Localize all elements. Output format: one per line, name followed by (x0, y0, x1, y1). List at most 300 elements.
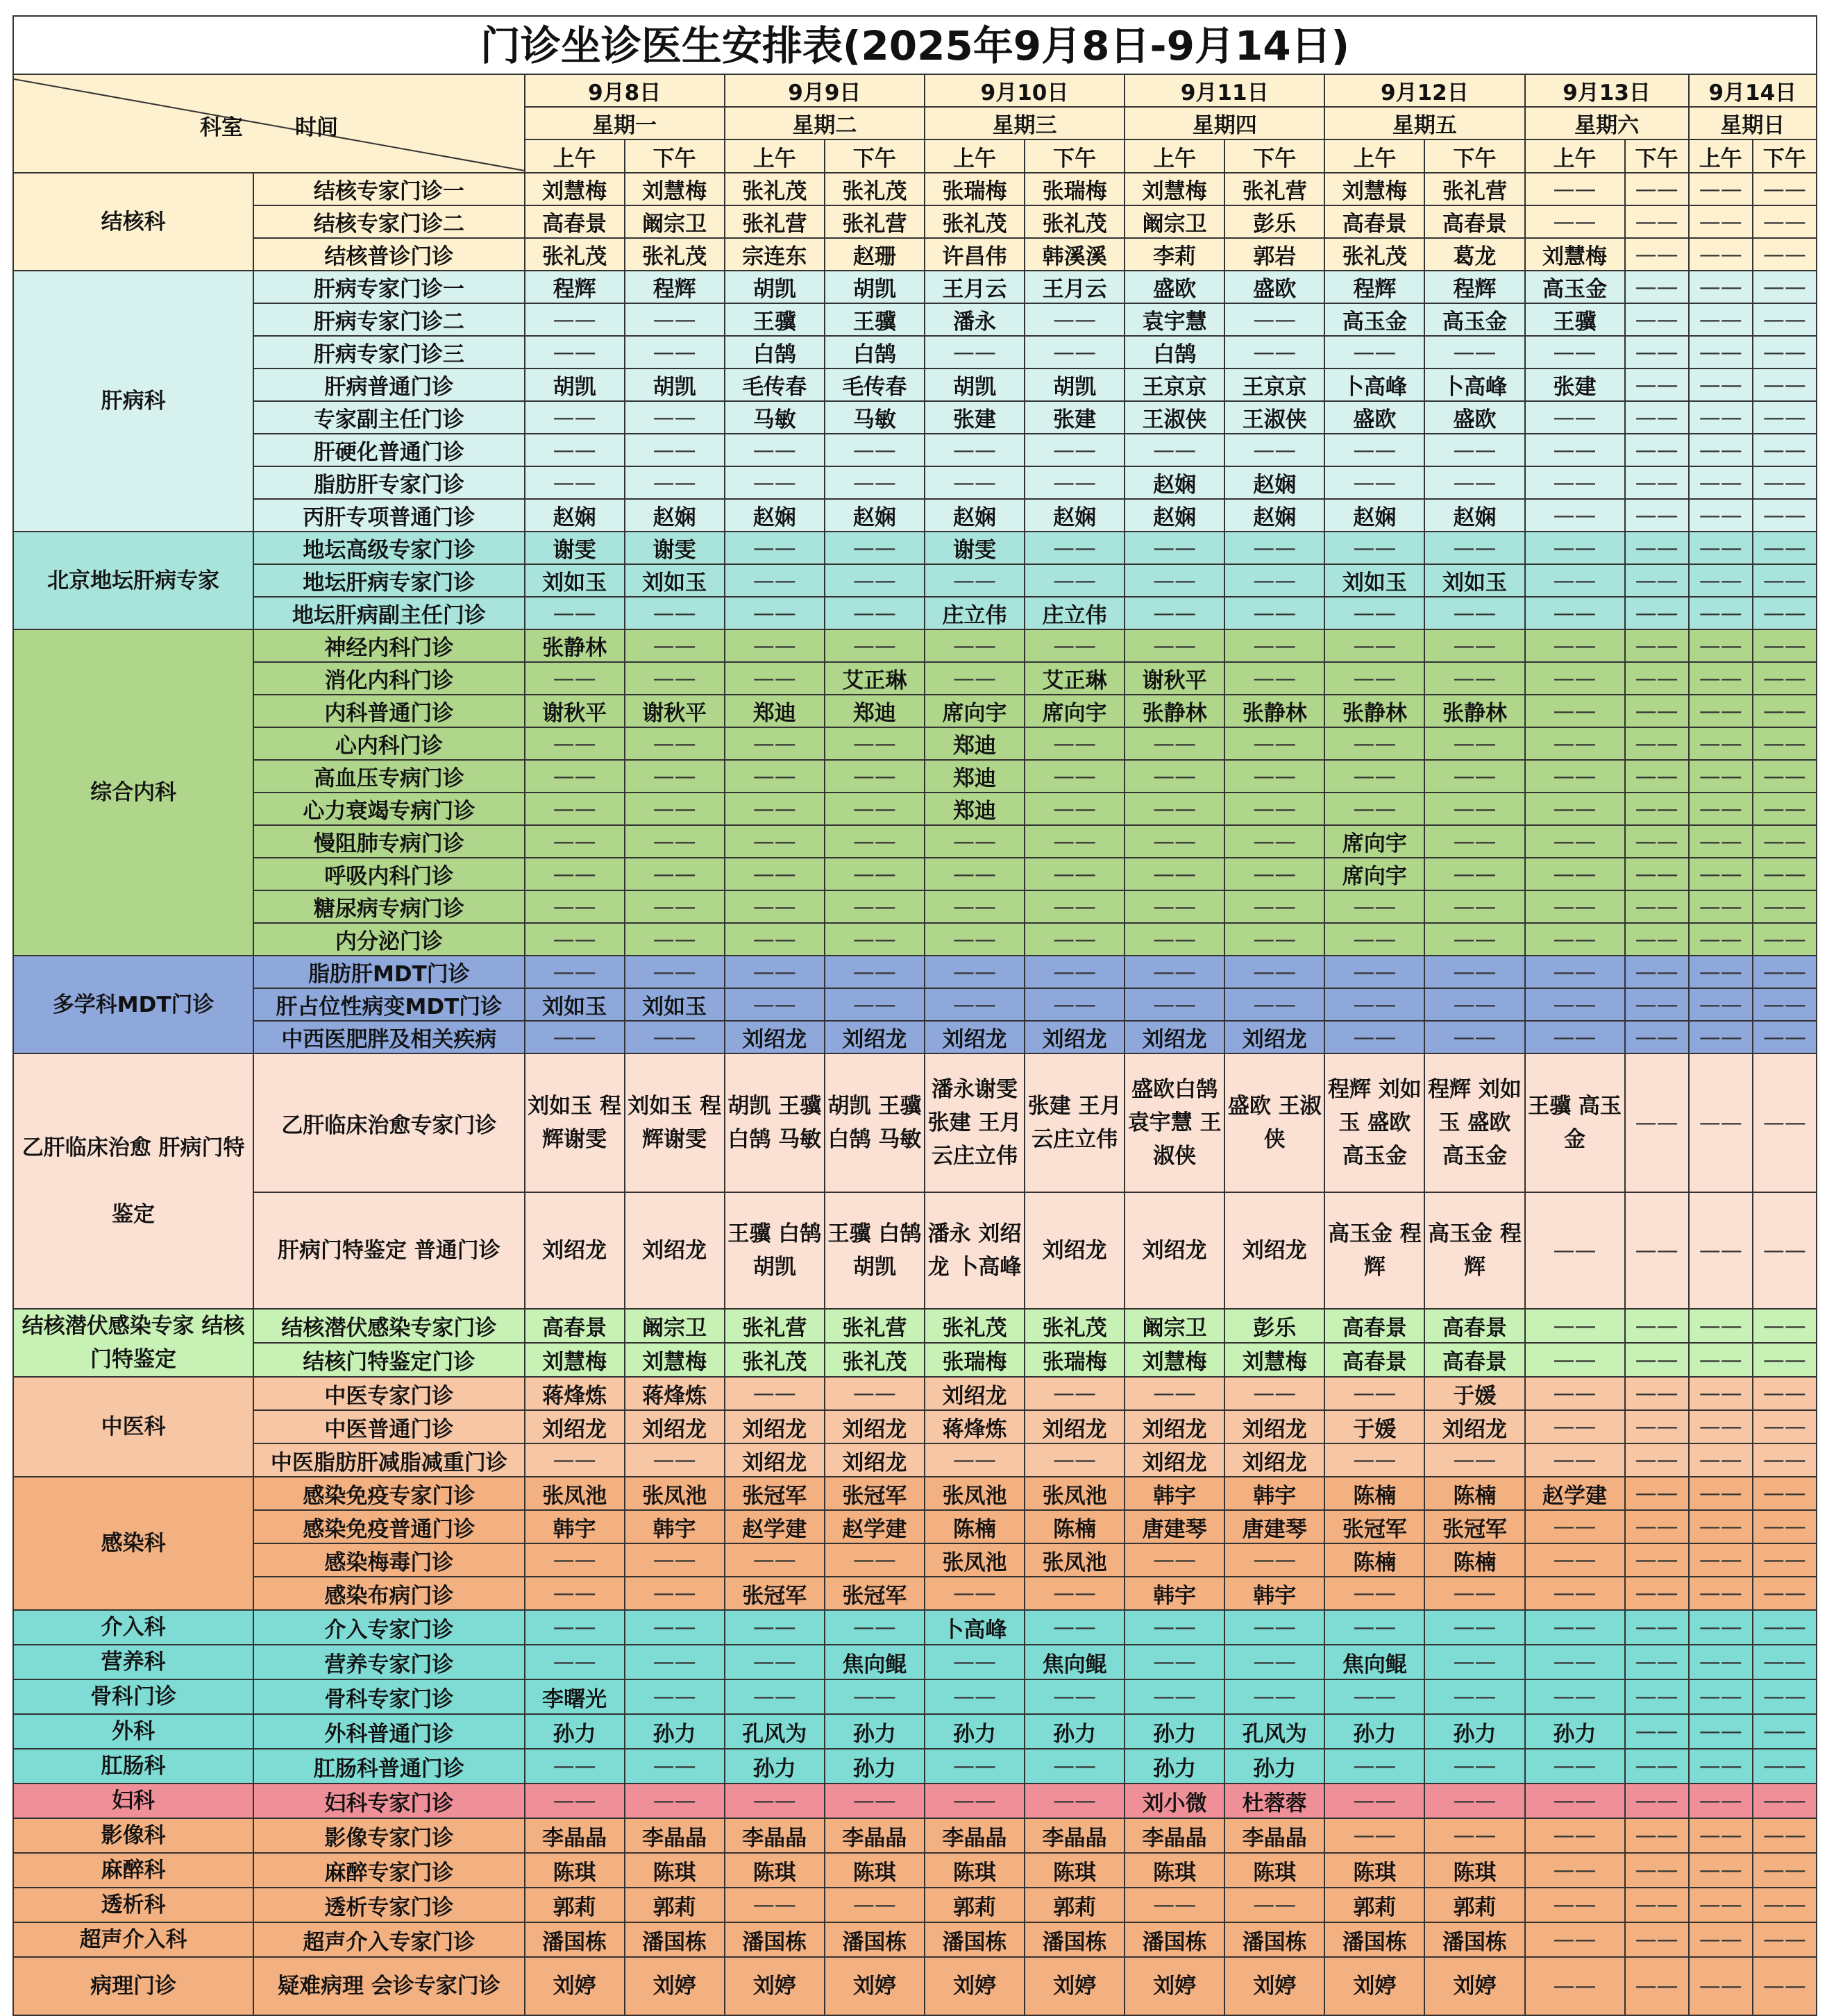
doctor-cell: 刘慧梅 (525, 173, 625, 205)
table-row (13, 532, 1817, 564)
doctor-cell: —— (925, 434, 1025, 466)
doctor-cell: 孙力 (1525, 1714, 1625, 1749)
dept-cell: 骨科门诊 (13, 1679, 253, 1714)
doctor-cell: —— (1324, 760, 1424, 793)
doctor-cell: 高春景 (525, 205, 625, 238)
doctor-cell: 谢雯 (925, 532, 1025, 564)
table-row (13, 1784, 1817, 1818)
doctor-cell: 席向宇 (925, 695, 1025, 727)
doctor-cell: —— (1625, 1510, 1689, 1543)
doctor-cell: 刘绍龙 (1224, 1443, 1324, 1477)
doctor-cell: 谢秋平 (625, 695, 725, 727)
doctor-cell: 刘绍龙 (725, 1021, 825, 1053)
doctor-cell: 刘婷 (1025, 1957, 1125, 2015)
doctor-cell: 孔风为 (1224, 1714, 1324, 1749)
table-row (13, 336, 1817, 369)
doctor-cell: —— (725, 1610, 825, 1645)
doctor-cell: —— (1689, 1749, 1753, 1784)
doctor-cell: —— (1424, 923, 1524, 956)
clinic-cell: 疑难病理 会诊专家门诊 (253, 1957, 524, 2015)
doctor-cell: 彭乐 (1224, 1309, 1324, 1343)
doctor-cell: 于媛 (1424, 1377, 1524, 1410)
doctor-cell: 赵珊 (825, 238, 925, 271)
doctor-cell: —— (625, 336, 725, 369)
doctor-cell: —— (1224, 988, 1324, 1021)
doctor-cell: —— (1224, 1543, 1324, 1577)
doctor-cell: 潘国栋 (625, 1922, 725, 1957)
doctor-cell: 李晶晶 (925, 1818, 1025, 1853)
doctor-cell: 胡凯 王骥 白鹄 马敏 (725, 1053, 825, 1192)
doctor-cell: —— (825, 597, 925, 629)
table-row (13, 1343, 1817, 1377)
doctor-cell: 王骥 白鹄 胡凯 (825, 1192, 925, 1309)
doctor-cell: —— (925, 1784, 1025, 1818)
doctor-cell: —— (1525, 1818, 1625, 1853)
doctor-cell: —— (1324, 1443, 1424, 1477)
doctor-cell: —— (1424, 825, 1524, 858)
doctor-cell: 韩宇 (625, 1510, 725, 1543)
doctor-cell: 刘绍龙 (1224, 1192, 1324, 1309)
clinic-cell: 高血压专病门诊 (253, 760, 524, 793)
table-row (13, 1577, 1817, 1610)
doctor-cell: 白鹄 (1125, 336, 1224, 369)
doctor-cell: —— (1025, 923, 1125, 956)
weekday-header: 星期一 (525, 107, 725, 139)
clinic-cell: 丙肝专项普通门诊 (253, 499, 524, 532)
doctor-cell: 刘慧梅 (1324, 173, 1424, 205)
table-row (13, 923, 1817, 956)
doctor-cell: —— (1224, 825, 1324, 858)
doctor-cell: —— (1525, 793, 1625, 825)
doctor-cell: —— (825, 956, 925, 988)
doctor-cell: —— (1125, 1888, 1224, 1922)
doctor-cell: 潘国栋 (725, 1922, 825, 1957)
doctor-cell: —— (1753, 923, 1817, 956)
doctor-cell: 阚宗卫 (1125, 205, 1224, 238)
clinic-cell: 超声介入专家门诊 (253, 1922, 524, 1957)
doctor-cell: 张静林 (1324, 695, 1424, 727)
doctor-cell: —— (1689, 1679, 1753, 1714)
doctor-cell: —— (1324, 727, 1424, 760)
doctor-cell: 刘绍龙 (1125, 1021, 1224, 1053)
table-row (13, 238, 1817, 271)
doctor-cell: —— (1324, 956, 1424, 988)
doctor-cell: —— (525, 401, 625, 434)
doctor-cell: —— (1753, 793, 1817, 825)
doctor-cell: —— (625, 890, 725, 923)
doctor-cell: —— (1753, 662, 1817, 695)
doctor-cell: —— (1424, 1818, 1524, 1853)
clinic-cell: 内科普通门诊 (253, 695, 524, 727)
table-row (13, 760, 1817, 793)
doctor-cell: 刘慧梅 (525, 1343, 625, 1377)
doctor-cell: 张冠军 (1424, 1510, 1524, 1543)
doctor-cell: —— (1125, 793, 1224, 825)
doctor-cell: —— (1525, 1377, 1625, 1410)
doctor-cell: 程辉 (1424, 271, 1524, 303)
doctor-cell: 盛欧 王淑侠 (1224, 1053, 1324, 1192)
doctor-cell: 王骥 (725, 303, 825, 336)
doctor-cell: 孙力 (1424, 1714, 1524, 1749)
table-row (13, 1510, 1817, 1543)
doctor-cell: —— (1625, 1309, 1689, 1343)
doctor-cell: 李晶晶 (625, 1818, 725, 1853)
doctor-cell: —— (1324, 793, 1424, 825)
doctor-cell: —— (525, 1443, 625, 1477)
doctor-cell: —— (625, 923, 725, 956)
doctor-cell: 张冠军 (1324, 1510, 1424, 1543)
doctor-cell: —— (1525, 695, 1625, 727)
table-row (13, 890, 1817, 923)
table-row (13, 1443, 1817, 1477)
doctor-cell: 刘绍龙 (1025, 1021, 1125, 1053)
doctor-cell: —— (1689, 205, 1753, 238)
doctor-cell: —— (925, 956, 1025, 988)
doctor-cell: 韩宇 (1125, 1577, 1224, 1610)
table-row (13, 956, 1817, 988)
doctor-cell: —— (1525, 956, 1625, 988)
doctor-cell: 许昌伟 (925, 238, 1025, 271)
doctor-cell: 李晶晶 (725, 1818, 825, 1853)
doctor-cell: —— (1753, 1410, 1817, 1443)
doctor-cell: —— (1125, 1645, 1224, 1679)
doctor-cell: —— (1224, 1888, 1324, 1922)
doctor-cell: 白鹄 (725, 336, 825, 369)
doctor-cell: —— (725, 923, 825, 956)
doctor-cell: 刘绍龙 (1224, 1021, 1324, 1053)
doctor-cell: —— (1689, 1309, 1753, 1343)
dept-cell: 妇科 (13, 1784, 253, 1818)
doctor-cell: —— (1224, 434, 1324, 466)
doctor-cell: 刘如玉 程辉谢雯 (625, 1053, 725, 1192)
doctor-cell: —— (1125, 727, 1224, 760)
doctor-cell: —— (725, 434, 825, 466)
doctor-cell: 焦向鲲 (825, 1645, 925, 1679)
clinic-cell: 地坛肝病专家门诊 (253, 564, 524, 597)
date-header: 9月9日 (725, 74, 925, 107)
doctor-cell: —— (1689, 1510, 1753, 1543)
doctor-cell: 毛传春 (825, 369, 925, 401)
date-header: 9月13日 (1525, 74, 1689, 107)
doctor-cell: —— (1753, 1477, 1817, 1510)
doctor-cell: —— (1753, 1888, 1817, 1922)
clinic-cell: 中西医肥胖及相关疾病 (253, 1021, 524, 1053)
doctor-cell: 谢秋平 (525, 695, 625, 727)
dept-cell: 肝病科 (13, 271, 253, 532)
doctor-cell: 刘慧梅 (625, 1343, 725, 1377)
doctor-cell: —— (825, 1543, 925, 1577)
doctor-cell: —— (525, 760, 625, 793)
doctor-cell: —— (1753, 1192, 1817, 1309)
table-row (13, 988, 1817, 1021)
doctor-cell: 刘绍龙 (925, 1377, 1025, 1410)
doctor-cell: —— (1125, 923, 1224, 956)
doctor-cell: —— (1753, 760, 1817, 793)
doctor-cell: —— (1525, 1021, 1625, 1053)
doctor-cell: 韩宇 (525, 1510, 625, 1543)
doctor-cell: 刘慧梅 (625, 173, 725, 205)
doctor-cell: —— (825, 760, 925, 793)
doctor-cell: 高玉金 (1324, 303, 1424, 336)
doctor-cell: —— (1224, 890, 1324, 923)
doctor-cell: —— (1125, 629, 1224, 662)
weekday-header: 星期五 (1324, 107, 1524, 139)
slot-header: 上午 (1689, 139, 1753, 173)
doctor-cell: 张礼茂 (725, 173, 825, 205)
doctor-cell: —— (1224, 662, 1324, 695)
doctor-cell: —— (1625, 1749, 1689, 1784)
doctor-cell: —— (725, 1888, 825, 1922)
doctor-cell: —— (1525, 1192, 1625, 1309)
doctor-cell: 程辉 (525, 271, 625, 303)
doctor-cell: —— (625, 825, 725, 858)
doctor-cell: 赵娴 (1424, 499, 1524, 532)
doctor-cell: 陈楠 (1324, 1477, 1424, 1510)
doctor-cell: —— (725, 956, 825, 988)
date-header: 9月12日 (1324, 74, 1524, 107)
doctor-cell: —— (825, 793, 925, 825)
doctor-cell: —— (1625, 238, 1689, 271)
doctor-cell: —— (1025, 1577, 1125, 1610)
dept-cell: 肛肠科 (13, 1749, 253, 1784)
doctor-cell: —— (1025, 1679, 1125, 1714)
doctor-cell: —— (1753, 1818, 1817, 1853)
doctor-cell: —— (1424, 988, 1524, 1021)
doctor-cell: 赵娴 (925, 499, 1025, 532)
doctor-cell: —— (1753, 1784, 1817, 1818)
doctor-cell: —— (1025, 1610, 1125, 1645)
doctor-cell: 赵娴 (525, 499, 625, 532)
doctor-cell: 王月云 (1025, 271, 1125, 303)
clinic-cell: 感染梅毒门诊 (253, 1543, 524, 1577)
doctor-cell: —— (1125, 760, 1224, 793)
doctor-cell: 刘如玉 (1424, 564, 1524, 597)
doctor-cell: —— (1689, 1784, 1753, 1818)
doctor-cell: 张冠军 (825, 1577, 925, 1610)
doctor-cell: —— (725, 629, 825, 662)
doctor-cell: —— (1625, 434, 1689, 466)
doctor-cell: —— (1625, 597, 1689, 629)
doctor-cell: 谢雯 (625, 532, 725, 564)
clinic-cell: 妇科专家门诊 (253, 1784, 524, 1818)
dept-cell: 外科 (13, 1714, 253, 1749)
doctor-cell: 赵娴 (1324, 499, 1424, 532)
doctor-cell: 刘婷 (1424, 1957, 1524, 2015)
doctor-cell: 卜高峰 (1324, 369, 1424, 401)
doctor-cell: —— (1753, 1577, 1817, 1610)
doctor-cell: —— (1424, 1679, 1524, 1714)
table-row (13, 369, 1817, 401)
doctor-cell: —— (925, 825, 1025, 858)
doctor-cell: 张建 (1025, 401, 1125, 434)
doctor-cell: —— (1625, 923, 1689, 956)
doctor-cell: —— (725, 760, 825, 793)
table-row (13, 499, 1817, 532)
weekday-header: 星期二 (725, 107, 925, 139)
doctor-cell: 郭莉 (525, 1888, 625, 1922)
doctor-cell: 刘慧梅 (1125, 173, 1224, 205)
doctor-cell: —— (1525, 434, 1625, 466)
doctor-cell: 韩宇 (1125, 1477, 1224, 1510)
weekday-header: 星期四 (1125, 107, 1324, 139)
doctor-cell: —— (1525, 1343, 1625, 1377)
doctor-cell: 孙力 (1224, 1749, 1324, 1784)
table-row (13, 205, 1817, 238)
doctor-cell: —— (1689, 923, 1753, 956)
slot-header: 上午 (1324, 139, 1424, 173)
doctor-cell: —— (1625, 793, 1689, 825)
doctor-cell: 盛欧 (1424, 401, 1524, 434)
doctor-cell: —— (1525, 532, 1625, 564)
doctor-cell: —— (525, 923, 625, 956)
table-row (13, 1053, 1817, 1192)
doctor-cell: —— (525, 858, 625, 890)
doctor-cell: —— (1625, 1543, 1689, 1577)
doctor-cell: —— (525, 336, 625, 369)
clinic-cell: 影像专家门诊 (253, 1818, 524, 1853)
doctor-cell: 张礼营 (725, 205, 825, 238)
doctor-cell: —— (1324, 532, 1424, 564)
table-row (13, 1818, 1817, 1853)
doctor-cell: —— (1689, 727, 1753, 760)
doctor-cell: 张瑞梅 (1025, 173, 1125, 205)
clinic-cell: 中医专家门诊 (253, 1377, 524, 1410)
doctor-cell: —— (1125, 1679, 1224, 1714)
doctor-cell: —— (525, 1610, 625, 1645)
doctor-cell: —— (625, 1543, 725, 1577)
clinic-cell: 乙肝临床治愈专家门诊 (253, 1053, 524, 1192)
clinic-cell: 外科普通门诊 (253, 1714, 524, 1749)
table-row (13, 1543, 1817, 1577)
doctor-cell: —— (1753, 1053, 1817, 1192)
weekday-header: 星期六 (1525, 107, 1689, 139)
doctor-cell: —— (1689, 271, 1753, 303)
doctor-cell: —— (725, 466, 825, 499)
corner-dept-label: 科室 (200, 115, 243, 140)
doctor-cell: 张冠军 (725, 1477, 825, 1510)
table-row (13, 1377, 1817, 1410)
doctor-cell: 李晶晶 (825, 1818, 925, 1853)
doctor-cell: —— (1525, 401, 1625, 434)
doctor-cell: 潘国栋 (925, 1922, 1025, 1957)
doctor-cell: 潘国栋 (825, 1922, 925, 1957)
doctor-cell: 张礼茂 (925, 1309, 1025, 1343)
doctor-cell: —— (825, 564, 925, 597)
clinic-cell: 糖尿病专病门诊 (253, 890, 524, 923)
table-row (13, 434, 1817, 466)
doctor-cell: —— (1525, 858, 1625, 890)
doctor-cell: —— (1025, 956, 1125, 988)
doctor-cell: —— (1525, 1645, 1625, 1679)
doctor-cell: 王月云 (925, 271, 1025, 303)
doctor-cell: —— (1753, 434, 1817, 466)
doctor-cell: 张礼营 (825, 1309, 925, 1343)
clinic-cell: 神经内科门诊 (253, 629, 524, 662)
clinic-cell: 肝占位性病变MDT门诊 (253, 988, 524, 1021)
doctor-cell: 袁宇慧 (1125, 303, 1224, 336)
doctor-cell: —— (1324, 1818, 1424, 1853)
doctor-cell: —— (1424, 760, 1524, 793)
doctor-cell: 刘婷 (1324, 1957, 1424, 2015)
doctor-cell: —— (1689, 1714, 1753, 1749)
table-row (13, 1679, 1817, 1714)
doctor-cell: —— (525, 1645, 625, 1679)
doctor-cell: 刘如玉 (525, 988, 625, 1021)
doctor-cell: —— (725, 1377, 825, 1410)
clinic-cell: 地坛高级专家门诊 (253, 532, 524, 564)
doctor-cell: 刘婷 (925, 1957, 1025, 2015)
doctor-cell: 郭莉 (1025, 1888, 1125, 1922)
doctor-cell: —— (525, 956, 625, 988)
doctor-cell: —— (1625, 532, 1689, 564)
doctor-cell: 张静林 (1224, 695, 1324, 727)
doctor-cell: —— (1025, 727, 1125, 760)
table-row (13, 1192, 1817, 1309)
doctor-cell: —— (1625, 499, 1689, 532)
clinic-cell: 心力衰竭专病门诊 (253, 793, 524, 825)
doctor-cell: —— (1025, 1784, 1125, 1818)
doctor-cell: 郭岩 (1224, 238, 1324, 271)
doctor-cell: —— (725, 793, 825, 825)
doctor-cell: 王淑侠 (1125, 401, 1224, 434)
doctor-cell: —— (1625, 629, 1689, 662)
doctor-cell: —— (625, 1021, 725, 1053)
dept-cell: 结核潜伏感染专家 结核门特鉴定 (13, 1309, 253, 1377)
slot-header: 下午 (1424, 139, 1524, 173)
doctor-cell: —— (1224, 532, 1324, 564)
doctor-cell: 阚宗卫 (1125, 1309, 1224, 1343)
doctor-cell: —— (1689, 369, 1753, 401)
doctor-cell: 彭乐 (1224, 205, 1324, 238)
doctor-cell: 刘绍龙 (1125, 1192, 1224, 1309)
doctor-cell: 陈楠 (1424, 1543, 1524, 1577)
dept-cell: 营养科 (13, 1645, 253, 1679)
doctor-cell: —— (825, 858, 925, 890)
doctor-cell: 王骥 高玉金 (1525, 1053, 1625, 1192)
doctor-cell: 于媛 (1324, 1410, 1424, 1443)
doctor-cell: 王京京 (1125, 369, 1224, 401)
doctor-cell: —— (1625, 1853, 1689, 1888)
doctor-cell: 卜高峰 (925, 1610, 1025, 1645)
doctor-cell: —— (1424, 1749, 1524, 1784)
doctor-cell: 陈楠 (1324, 1543, 1424, 1577)
doctor-cell: 潘永谢雯 张建 王月云庄立伟 (925, 1053, 1025, 1192)
table-row (13, 1021, 1817, 1053)
doctor-cell: 胡凯 王骥 白鹄 马敏 (825, 1053, 925, 1192)
clinic-cell: 肝病专家门诊二 (253, 303, 524, 336)
doctor-cell: 刘婷 (825, 1957, 925, 2015)
corner-diagonal (14, 75, 525, 172)
doctor-cell: —— (1625, 1888, 1689, 1922)
doctor-cell: —— (1525, 205, 1625, 238)
doctor-cell: —— (1424, 956, 1524, 988)
doctor-cell: 李晶晶 (1025, 1818, 1125, 1853)
table-row (13, 1957, 1817, 2015)
doctor-cell: —— (1025, 564, 1125, 597)
doctor-cell: —— (1224, 923, 1324, 956)
doctor-cell: —— (1525, 890, 1625, 923)
doctor-cell: 席向宇 (1324, 858, 1424, 890)
doctor-cell: —— (1625, 336, 1689, 369)
clinic-cell: 肝病专家门诊一 (253, 271, 524, 303)
doctor-cell: —— (1689, 793, 1753, 825)
doctor-cell: —— (1525, 629, 1625, 662)
doctor-cell: 刘如玉 程辉谢雯 (525, 1053, 625, 1192)
doctor-cell: 刘绍龙 (725, 1410, 825, 1443)
doctor-cell: 张建 王月云庄立伟 (1025, 1053, 1125, 1192)
doctor-cell: 刘如玉 (625, 988, 725, 1021)
doctor-cell: —— (1525, 597, 1625, 629)
